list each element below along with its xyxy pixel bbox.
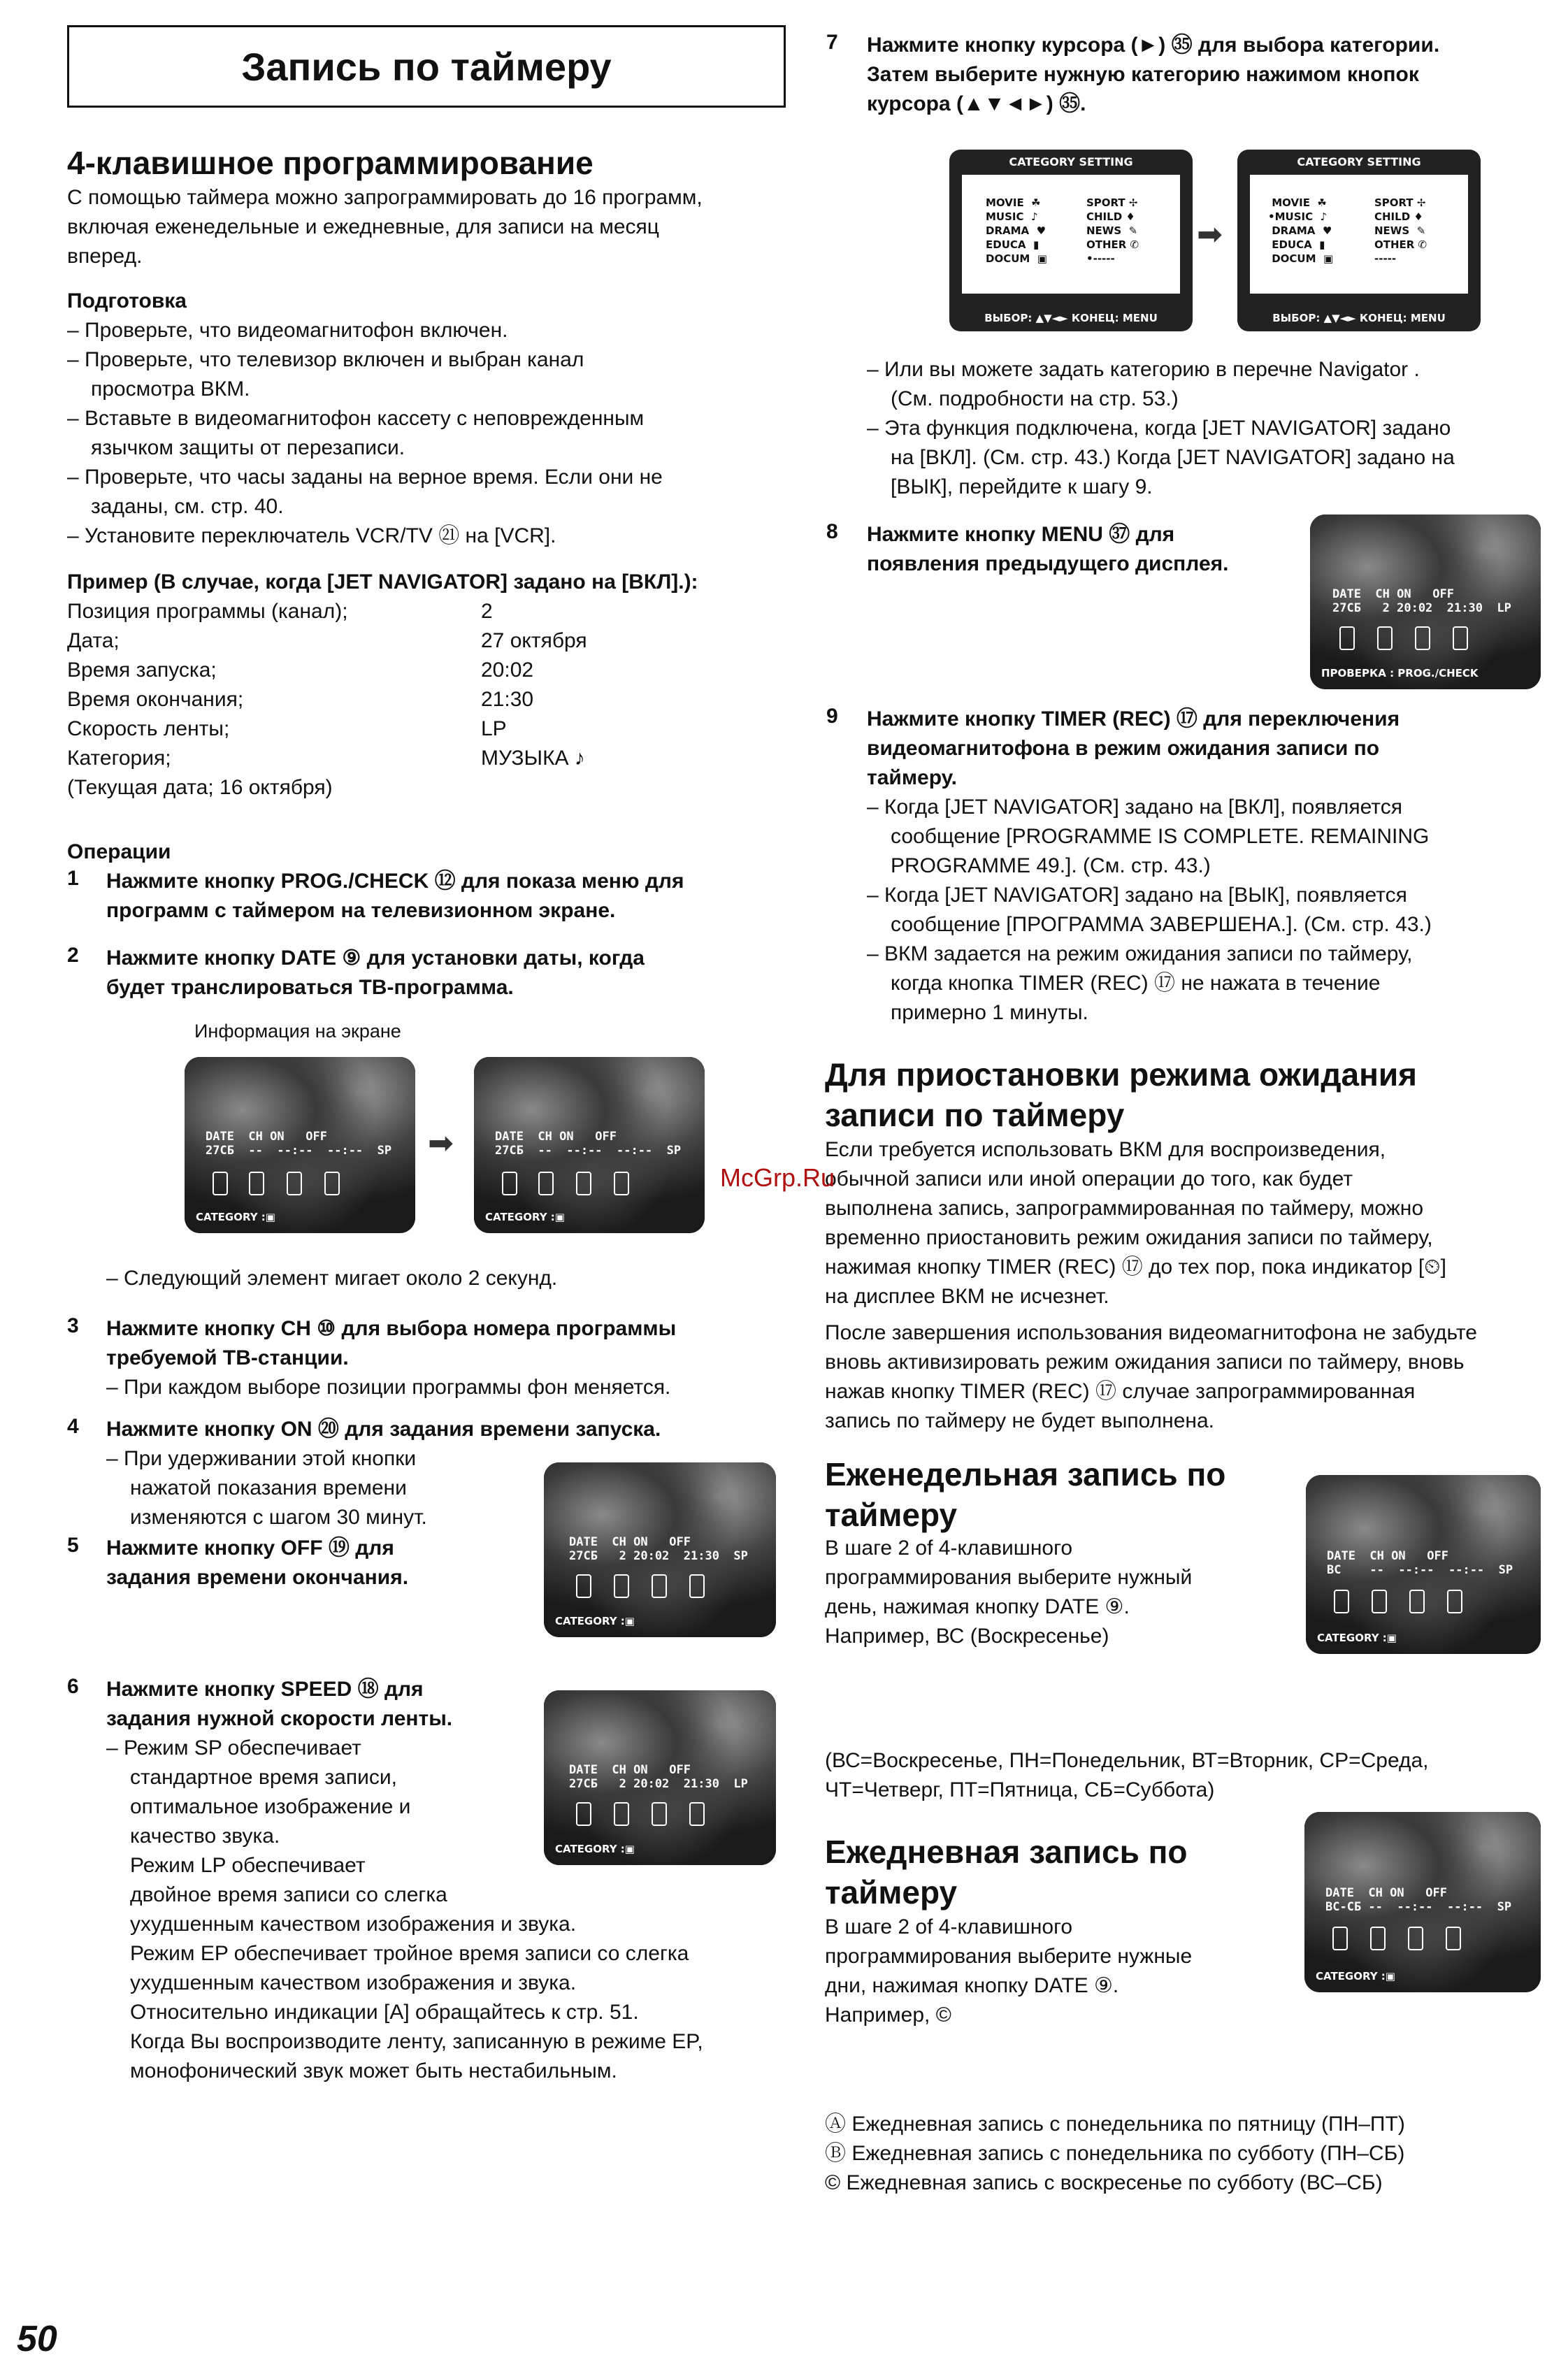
step9-notes: – Когда [JET NAVIGATOR] задано на [ВКЛ], появляется сообщение [PROGRAMME IS COMPLETE. REMAINING PROGRAMME 49.]. (См. стр. 43.) – Когда [JET NAVIGATOR] задано на [ВЫК], появляется сообщение [ПРОГРАММА ЗАВЕРШЕНА.]. (См. стр. 43.) – ВКМ задается на режим ожидания записи по таймеру, когда кнопка TIMER (REC) ⑰ не нажата в течение примерно 1 минуты. — [867, 796, 1432, 1024]
step8-text: Нажмите кнопку MENU ㊲ для появления предыдущего дисплея. — [867, 523, 1229, 575]
arrow-right-icon: ➡ — [428, 1126, 454, 1160]
days-legend: (ВС=Воскресенье, ПН=Понедельник, ВТ=Вторник, СР=Среда, ЧТ=Четверг, ПТ=Пятница, СБ=Суббота) — [825, 1749, 1429, 1801]
step5-text: Нажмите кнопку OFF ⑲ для задания времени окончания. — [106, 1537, 409, 1589]
intro-text: С помощью таймера можно запрограммировать до 16 программ, включая еженедельные и ежедневные, для записи на месяц вперед. — [67, 186, 703, 268]
pause-text-2: После завершения использования видеомагнитофона не забудьте вновь активизировать режим ожидания записи по таймеру, вновь нажав кнопку TIMER (REC) ⑰ случае запрограммированная запись по таймеру не будет выполнена. — [825, 1321, 1477, 1432]
tv-screen-speed: DATE CH ON OFF 27СБ 2 20:02 21:30 LP CATEGORY :▣ — [544, 1690, 776, 1865]
screen-info-label: Информация на экране — [194, 1021, 401, 1042]
step6-text: Нажмите кнопку SPEED ⑱ для задания нужной скорости ленты. — [106, 1678, 453, 1730]
step-number: 3 — [67, 1314, 79, 1337]
tv-screen-daily: DATE CH ON OFF ВС-СБ -- --:-- --:-- SP CATEGORY :▣ — [1304, 1812, 1541, 1992]
example-table: Позиция программы (канал); 2 Дата; 27 октября Время запуска; 20:02 Время окончания; 21:30 Скорость ленты; LP Категория; МУЗЫКА ♪ (Текущая дата; 16 октября) — [67, 600, 587, 799]
step2-text: Нажмите кнопку DATE ⑨ для установки даты, когда будет транслироваться ТВ-программа. — [106, 947, 645, 999]
arrow-right-icon: ➡ — [1197, 217, 1223, 252]
step4-note: – При удерживании этой кнопки нажатой показания времени изменяются с шагом 30 минут. — [106, 1447, 427, 1529]
tv-screen-check: DATE CH ON OFF 27СБ 2 20:02 21:30 LP ПРОВЕРКА : PROG./CHECK — [1310, 515, 1541, 689]
watermark: McGrp.Ru — [720, 1163, 835, 1192]
weekly-text: В шаге 2 of 4-клавишного программирования выберите нужный день, нажимая кнопку DATE ⑨. Например, ВС (Воскресенье) — [825, 1537, 1193, 1648]
category-screen-2: CATEGORY SETTING MOVIE ☘ •MUSIC ♪ DRAMA ♥ EDUCA ▮ DOCUM ▣ SPORT ✢ CHILD ♦ NEWS ✎ OTHER ✆ ----- ВЫБОР: ▲▼◄► КОНЕЦ: MENU — [1237, 150, 1481, 331]
tv-screen-date-1: DATE CH ON OFF 27СБ -- --:-- --:-- SP CATEGORY :▣ — [185, 1057, 415, 1233]
example-heading: Пример (В случае, когда [JET NAVIGATOR] задано на [ВКЛ].): — [67, 570, 698, 593]
pause-heading: Для приостановки режима ожидания записи по таймеру — [825, 1056, 1418, 1133]
pause-text: Если требуется использовать ВКМ для воспроизведения, обычной записи или иной операции до того, как будет выполнена запись, запрограммированная по таймеру, можно временно приостановить режим ожидания записи по таймеру, нажимая кнопку TIMER (REC) ⑰ до тех пор, пока индикатор [⏲] на дисплее ВКМ не исчезнет. — [825, 1138, 1446, 1308]
daily-list: Ⓐ Ежедневная запись с понедельника по пятницу (ПН–ПТ) Ⓑ Ежедневная запись с понедельника по субботу (ПН–СБ) © Ежедневная запись с воскресенье по субботу (ВС–СБ) — [825, 2113, 1405, 2194]
step4-text: Нажмите кнопку ON ⑳ для задания времени запуска. — [106, 1418, 661, 1441]
step-number: 8 — [826, 520, 838, 543]
step-number: 9 — [826, 705, 838, 728]
prep-list: – Проверьте, что видеомагнитофон включен. – Проверьте, что телевизор включен и выбран канал просмотра ВКМ. – Вставьте в видеомагнитофон кассету с неповрежденным язычком защиты от перезаписи. – Проверьте, что часы заданы на верное время. Если они не заданы, см. стр. 40. – Установите переключатель VCR/TV ㉑ на [VCR]. — [67, 319, 663, 547]
step-number: 4 — [67, 1415, 79, 1438]
step-number: 5 — [67, 1534, 79, 1557]
tv-screen-weekly: DATE CH ON OFF ВС -- --:-- --:-- SP CATEGORY :▣ — [1306, 1475, 1541, 1654]
tv-screen-on-off: DATE CH ON OFF 27СБ 2 20:02 21:30 SP CATEGORY :▣ — [544, 1462, 776, 1637]
step-number: 6 — [67, 1675, 79, 1698]
step6-note: – Режим SP обеспечивает стандартное время записи, оптимальное изображение и качество звука. Режим LP обеспечивает двойное время записи со слегка ухудшенным качеством изображения и звука. Режим EP обеспечивает тройное время записи со слегка ухудшенным качеством изображения и звука. Относительно индикации [A] обращайтесь к стр. 51. Когда Вы воспроизводите ленту, записанную в режиме EP, монофонический звук может быть нестабильным. — [106, 1736, 703, 2082]
step7-notes: – Или вы можете задать категорию в перечне Navigator . (См. подробности на стр. 53.) – Эта функция подключена, когда [JET NAVIGATOR] задано на [ВКЛ]. (См. стр. 43.) Когда [JET NAVIGATOR] задано на [ВЫК], перейдите к шагу 9. — [867, 358, 1455, 498]
step-number: 1 — [67, 867, 79, 890]
tv-screen-date-2: DATE CH ON OFF 27СБ -- --:-- --:-- SP CATEGORY :▣ — [474, 1057, 705, 1233]
step1-text: Нажмите кнопку PROG./CHECK ⑫ для показа меню для программ с таймером на телевизионном экране. — [106, 870, 684, 922]
step2-note: – Следующий элемент мигает около 2 секунд. — [106, 1267, 558, 1290]
daily-heading: Ежедневная запись по таймеру — [825, 1834, 1188, 1911]
page-number: 50 — [17, 2319, 57, 2359]
step3-text: Нажмите кнопку CH ⑩ для выбора номера программы требуемой ТВ-станции. — [106, 1317, 677, 1369]
ops-heading: Операции — [67, 840, 171, 863]
step7-text: Нажмите кнопку курсора (►) ㉟ для выбора категории. Затем выберите нужную категорию нажимом кнопок курсора (▲▼◄►) ㉟. — [867, 34, 1440, 115]
prep-heading: Подготовка — [67, 289, 187, 312]
step9-text: Нажмите кнопку TIMER (REC) ⑰ для переключения видеомагнитофона в режим ожидания записи по таймеру. — [867, 707, 1400, 789]
step3-note: – При каждом выборе позиции программы фон меняется. — [106, 1376, 671, 1399]
section-heading: 4-клавишное программирование — [67, 145, 594, 181]
step-number: 7 — [826, 31, 838, 54]
step-number: 2 — [67, 944, 79, 967]
weekly-heading: Еженедельная запись по таймеру — [825, 1456, 1226, 1533]
category-screen-1: CATEGORY SETTING MOVIE ☘ MUSIC ♪ DRAMA ♥ EDUCA ▮ DOCUM ▣ SPORT ✢ CHILD ♦ NEWS ✎ OTHER ✆ •----- ВЫБОР: ▲▼◄► КОНЕЦ: MENU — [949, 150, 1193, 331]
page-title: Запись по таймеру — [67, 25, 786, 108]
daily-text: В шаге 2 of 4-клавишного программирования выберите нужные дни, нажимая кнопку DATE ⑨. Например, © — [825, 1915, 1193, 2027]
